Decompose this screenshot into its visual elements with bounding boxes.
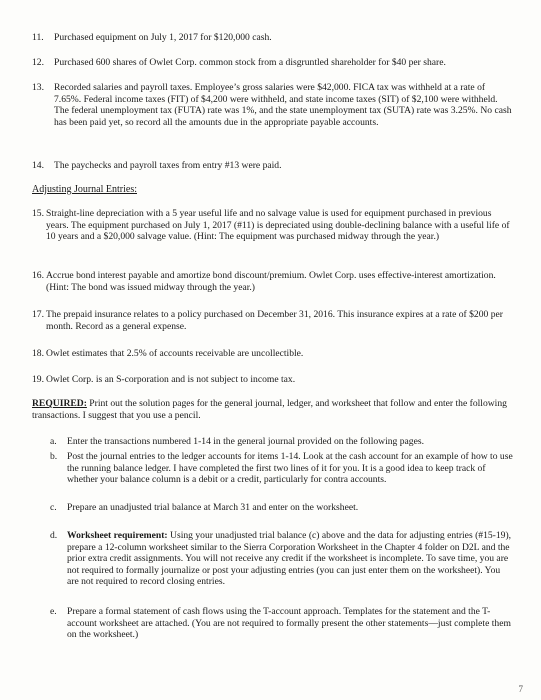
step-text: Post the journal entries to the ledger accounts for items 1-14. Look at the cash account for an example of how to use the running balance ledger. I have completed the first two lines of it for you. It is a good idea to keep track of whether your balance column is a debit or a credit, particularly for contra accounts. (67, 451, 513, 486)
item-number: 11. (32, 32, 44, 43)
step-c (50, 502, 514, 514)
item-text: Purchased 600 shares of Owlet Corp. common stock from a disgruntled shareholder for $40 per share. (54, 57, 446, 68)
adjusting-heading: Adjusting Journal Entries: (32, 184, 137, 195)
adjusting-18 (32, 348, 512, 360)
required-text: Print out the solution pages for the general journal, ledger, and worksheet that follow and enter the following transactions. I suggest that you use a pencil. (32, 398, 507, 421)
item-number: 15. (32, 208, 44, 219)
item-text: Owlet Corp. is an S-corporation and is not subject to income tax. (46, 374, 296, 385)
item-text: Owlet estimates that 2.5% of accounts receivable are uncollectible. (46, 348, 304, 359)
item-number: 19. (32, 374, 44, 385)
step-text: Using your unadjusted trial balance (c) above and the data for adjusting entries (#15-19), prepare a 12-column worksheet similar to the Sierra Corporation Worksheet in the Chapter 4 folder on D2L and the prior extra credit assignments. You will not receive any credit if the worksheet is incomplete. To save time, you are not required to formally journalize or post your adjusting entries (you can just enter them on the worksheet). You are not required to record closing entries. (67, 530, 512, 588)
item-number: 14. (32, 160, 44, 171)
step-letter: c. (50, 502, 57, 513)
transaction-11 (32, 32, 512, 44)
step-letter: b. (50, 451, 58, 462)
step-e (50, 606, 514, 641)
item-text: Straight-line depreciation with a 5 year useful life and no salvage value is used for equipment purchased in previous years. The equipment purchased on July 1, 2017 (#11) is depreciated using double-declining balance with a useful life of 10 years and a $20,000 salvage value. (Hint: The equipment was purchased midway through the year.) (46, 208, 510, 243)
item-number: 12. (32, 57, 44, 68)
transaction-13 (32, 82, 514, 128)
required-paragraph (32, 398, 512, 421)
item-text: The prepaid insurance relates to a policy purchased on December 31, 2016. This insurance expires at a rate of $200 per month. Record as a general expense. (46, 309, 503, 332)
adjusting-17 (32, 309, 512, 332)
transaction-12 (32, 57, 512, 69)
item-number: 18. (32, 348, 44, 359)
step-bold-label: Worksheet requirement: (67, 530, 168, 541)
step-text: Prepare a formal statement of cash flows using the T-account approach. Templates for the statement and the T-account worksheet are attached. (You are not required to formally present the other statements—just complete them on the worksheet.) (67, 606, 511, 641)
step-d (50, 530, 514, 588)
item-text: Recorded salaries and payroll taxes. Employee’s gross salaries were $42,000. FICA tax was withheld at a rate of 7.65%. Federal income taxes (FIT) of $4,200 were withheld, and state income taxes (SIT) of $2,100 were withheld. The federal unemployment tax (FUTA) rate was 1%, and the state unemployment tax (SUTA) rate was 3.25%. No cash has been paid yet, so record all the amounts due in the appropriate payable accounts. (54, 82, 512, 128)
required-label: REQUIRED: (32, 398, 87, 409)
item-text: The paychecks and payroll taxes from entry #13 were paid. (54, 160, 282, 171)
item-number: 13. (32, 82, 44, 93)
item-text: Purchased equipment on July 1, 2017 for $120,000 cash. (54, 32, 272, 43)
item-text: Accrue bond interest payable and amortize bond discount/premium. Owlet Corp. uses effective-interest amortization. (Hint: The bond was issued midway through the year.) (46, 270, 496, 293)
item-number: 17. (32, 309, 44, 320)
step-text: Prepare an unadjusted trial balance at March 31 and enter on the worksheet. (67, 502, 359, 513)
item-number: 16. (32, 270, 44, 281)
step-letter: e. (50, 606, 57, 617)
transaction-14 (32, 160, 512, 172)
step-b (50, 451, 514, 486)
adjusting-16 (32, 270, 512, 293)
step-text: Enter the transactions numbered 1-14 in the general journal provided on the following pages. (67, 436, 424, 447)
step-letter: a. (50, 436, 57, 447)
adjusting-19 (32, 374, 512, 386)
adjusting-15 (32, 208, 512, 243)
page-corner-mark: 7 (518, 684, 523, 695)
step-a (50, 436, 514, 448)
step-letter: d. (50, 530, 58, 541)
